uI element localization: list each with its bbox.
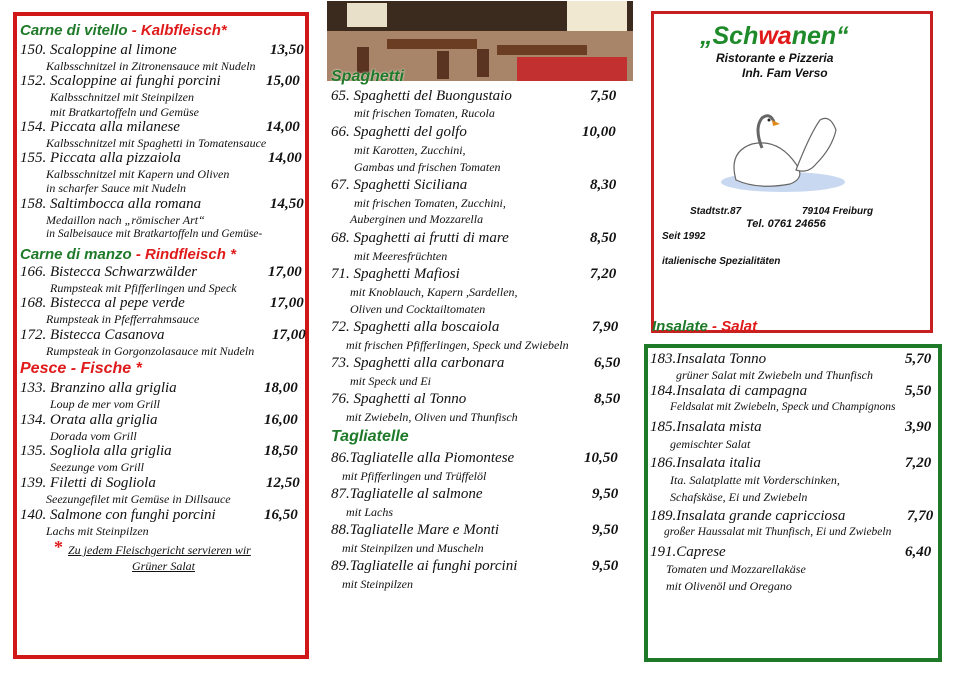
menu-item-desc: Kalbsschnitzel mit Steinpilzen: [50, 90, 194, 104]
footnote-line: Grüner Salat: [132, 559, 195, 573]
menu-item-name: 155. Piccata alla pizzaiola: [20, 150, 181, 166]
restaurant-phone: Tel. 0761 24656: [746, 218, 826, 230]
menu-item-price: 17,00: [268, 264, 302, 280]
menu-item-desc: Kalbsschnitzel mit Kapern und Oliven: [46, 167, 230, 181]
menu-item-price: 14,50: [270, 196, 304, 212]
menu-item-name: 189.Insalata grande capricciosa: [650, 508, 846, 524]
menu-item-name: 186.Insalata italia: [650, 455, 761, 471]
restaurant-city: 79104 Freiburg: [802, 206, 874, 217]
menu-item-price: 5,70: [905, 351, 932, 367]
menu-item-name: 72. Spaghetti alla boscaiola: [331, 319, 500, 335]
menu-item-desc: Seezunge vom Grill: [50, 460, 144, 474]
menu-item-name: 133. Branzino alla griglia: [20, 380, 177, 396]
menu-item-name: 66. Spaghetti del golfo: [331, 124, 467, 140]
menu-item-price: 7,70: [907, 508, 934, 524]
menu-item-name: 65. Spaghetti del Buongustaio: [331, 88, 512, 104]
menu-item-desc: mit frischen Tomaten, Rucola: [354, 106, 495, 120]
menu-item-desc: mit frischen Pfifferlingen, Speck und Zwiebeln: [346, 338, 569, 352]
menu-item-name: 139. Filetti di Sogliola: [20, 475, 156, 491]
restaurant-subtitle: Ristorante e Pizzeria: [716, 51, 834, 65]
menu-item-price: 18,00: [264, 380, 298, 396]
menu-item-price: 10,00: [582, 124, 616, 140]
restaurant-since: Seit 1992: [662, 231, 706, 242]
menu-item-name: 183.Insalata Tonno: [650, 351, 767, 367]
menu-item-price: 6,50: [594, 355, 621, 371]
menu-item-price: 14,00: [268, 150, 302, 166]
menu-item-desc: gemischter Salat: [670, 437, 751, 451]
menu-item-name: 152. Scaloppine ai funghi porcini: [20, 73, 221, 89]
menu-item-price: 7,20: [590, 266, 617, 282]
menu-item-name: 89.Tagliatelle ai funghi porcini: [331, 558, 518, 574]
menu-item-desc: mit Bratkartoffeln und Gemüse: [50, 105, 199, 119]
menu-item-price: 13,50: [270, 42, 304, 58]
menu-item-name: 86.Tagliatelle alla Piomontese: [331, 450, 515, 466]
menu-item-desc: mit Lachs: [346, 505, 394, 519]
photo-table: [497, 45, 587, 55]
swan-body: [734, 143, 800, 186]
restaurant-owner: Inh. Fam Verso: [742, 66, 828, 80]
menu-item-desc: mit Speck und Ei: [350, 374, 431, 388]
swan-beak: [772, 120, 780, 126]
menu-item-desc: Ita. Salatplatte mit Vorderschinken,: [670, 473, 840, 487]
menu-item-price: 8,50: [590, 230, 617, 246]
menu-item-desc: mit frischen Tomaten, Zucchini,: [354, 196, 506, 210]
menu-item-desc: mit Zwiebeln, Oliven und Thunfisch: [346, 410, 518, 424]
menu-item-desc: mit Meeresfrüchten: [354, 249, 448, 263]
photo-window: [347, 3, 387, 27]
menu-item-desc: Lachs mit Steinpilzen: [46, 524, 149, 538]
section-title-tagliatelle: Tagliatelle: [331, 428, 409, 445]
menu-item-price: 9,50: [592, 522, 619, 538]
menu-item-name: 150. Scaloppine al limone: [20, 42, 177, 58]
menu-item-name: 73. Spaghetti alla carbonara: [331, 355, 505, 371]
menu-item-price: 16,50: [264, 507, 298, 523]
swan-wing: [796, 118, 836, 171]
section-title-beef: Carne di manzo - Rindfleisch *: [20, 246, 236, 263]
menu-item-name: 87.Tagliatelle al salmone: [331, 486, 483, 502]
menu-item-desc: mit Steinpilzen: [342, 577, 413, 591]
menu-item-desc: in Salbeisauce mit Bratkartoffeln und Gemüse-: [46, 228, 263, 240]
menu-item-name: 134. Orata alla griglia: [20, 412, 158, 428]
menu-item-name: 68. Spaghetti ai frutti di mare: [331, 230, 509, 246]
menu-item-desc: in scharfer Sauce mit Nudeln: [46, 181, 186, 195]
menu-item-desc: Kalbsschnitzel in Zitronensauce mit Nudeln: [46, 59, 256, 73]
photo-table: [387, 39, 477, 49]
menu-item-name: 88.Tagliatelle Mare e Monti: [331, 522, 500, 538]
menu-item-price: 17,00: [272, 327, 306, 343]
photo-tablecloth: [517, 57, 627, 81]
menu-item-desc: großer Haussalat mit Thunfisch, Ei und Zwiebeln: [664, 526, 892, 538]
menu-item-desc: Tomaten und Mozzarellakäse: [666, 562, 806, 576]
menu-item-price: 10,50: [584, 450, 618, 466]
swan-logo: [718, 108, 848, 199]
menu-item-desc: Feldsalat mit Zwiebeln, Speck und Champignons: [670, 401, 896, 413]
footnote-star: *: [54, 537, 63, 557]
menu-item-name: 185.Insalata mista: [650, 419, 762, 435]
menu-item-price: 7,20: [905, 455, 932, 471]
photo-chair: [437, 51, 449, 79]
section-title-veal: Carne di vitello - Kalbfleisch*: [20, 22, 227, 39]
menu-item-price: 6,40: [905, 544, 932, 560]
menu-item-desc: Schafskäse, Ei und Zwiebeln: [670, 490, 808, 504]
menu-item-name: 140. Salmone con funghi porcini: [20, 507, 216, 523]
menu-item-price: 17,00: [270, 295, 304, 311]
menu-item-desc: grüner Salat mit Zwiebeln und Thunfisch: [676, 368, 874, 382]
menu-item-price: 5,50: [905, 383, 932, 399]
menu-item-desc: Rumpsteak mit Pfifferlingen und Speck: [50, 281, 237, 295]
menu-item-price: 12,50: [266, 475, 300, 491]
menu-item-price: 7,50: [590, 88, 617, 104]
menu-item-name: 191.Caprese: [650, 544, 726, 560]
menu-item-desc: Rumpsteak in Pfefferrahmsauce: [46, 312, 200, 326]
menu-item-name: 158. Saltimbocca alla romana: [20, 196, 202, 212]
section-title-salad: Insalate - Salat: [652, 318, 758, 335]
menu-item-name: 67. Spaghetti Siciliana: [331, 177, 468, 193]
menu-item-name: 172. Bistecca Casanova: [20, 327, 165, 343]
menu-item-price: 8,50: [594, 391, 621, 407]
menu-item-price: 18,50: [264, 443, 298, 459]
photo-window: [567, 1, 627, 35]
menu-item-desc: Auberginen und Mozzarella: [350, 212, 484, 226]
menu-item-price: 16,00: [264, 412, 298, 428]
swan-eye: [768, 119, 771, 122]
menu-item-name: 76. Spaghetti al Tonno: [331, 391, 467, 407]
menu-item-name: 166. Bistecca Schwarzwälder: [20, 264, 198, 280]
menu-item-name: 135. Sogliola alla griglia: [20, 443, 172, 459]
swan-logo-drawing: [718, 108, 848, 194]
menu-item-price: 7,90: [592, 319, 619, 335]
restaurant-specialties: italienische Spezialitäten: [662, 256, 781, 267]
menu-item-desc: mit Knoblauch, Kapern ,Sardellen,: [350, 285, 518, 299]
menu-item-name: 168. Bistecca al pepe verde: [20, 295, 185, 311]
menu-item-desc: Loup de mer vom Grill: [50, 397, 160, 411]
menu-item-price: 3,90: [905, 419, 932, 435]
menu-item-price: 9,50: [592, 558, 619, 574]
menu-item-desc: Seezungefilet mit Gemüse in Dillsauce: [46, 492, 231, 506]
menu-item-desc: Medaillon nach „römischer Art“: [46, 213, 205, 227]
section-title-fish: Pesce - Fische *: [20, 360, 142, 377]
menu-item-price: 15,00: [266, 73, 300, 89]
menu-item-desc: Dorada vom Grill: [50, 429, 137, 443]
photo-chair: [477, 49, 489, 77]
menu-item-desc: mit Olivenöl und Oregano: [666, 579, 792, 593]
footnote-line: Zu jedem Fleischgericht servieren wir: [68, 543, 251, 557]
menu-item-desc: Rumpsteak in Gorgonzolasauce mit Nudeln: [46, 344, 255, 358]
menu-item-desc: Kalbsschnitzel mit Spaghetti in Tomatensauce: [46, 136, 267, 150]
menu-item-price: 9,50: [592, 486, 619, 502]
menu-item-name: 154. Piccata alla milanese: [20, 119, 180, 135]
menu-item-desc: mit Steinpilzen und Muscheln: [342, 541, 484, 555]
menu-item-desc: mit Pfifferlingen und Trüffelöl: [342, 469, 487, 483]
menu-item-price: 14,00: [266, 119, 300, 135]
menu-item-desc: Gambas und frischen Tomaten: [354, 160, 501, 174]
menu-item-name: 71. Spaghetti Mafiosi: [331, 266, 460, 282]
section-title-spaghetti: Spaghetti: [331, 68, 404, 85]
restaurant-address: Stadtstr.87: [690, 206, 742, 217]
menu-item-desc: mit Karotten, Zucchini,: [354, 143, 466, 157]
menu-item-desc: Oliven und Cocktailtomaten: [350, 302, 486, 316]
menu-item-name: 184.Insalata di campagna: [650, 383, 808, 399]
menu-item-price: 8,30: [590, 177, 617, 193]
restaurant-name: „Schwanen“: [700, 22, 849, 50]
